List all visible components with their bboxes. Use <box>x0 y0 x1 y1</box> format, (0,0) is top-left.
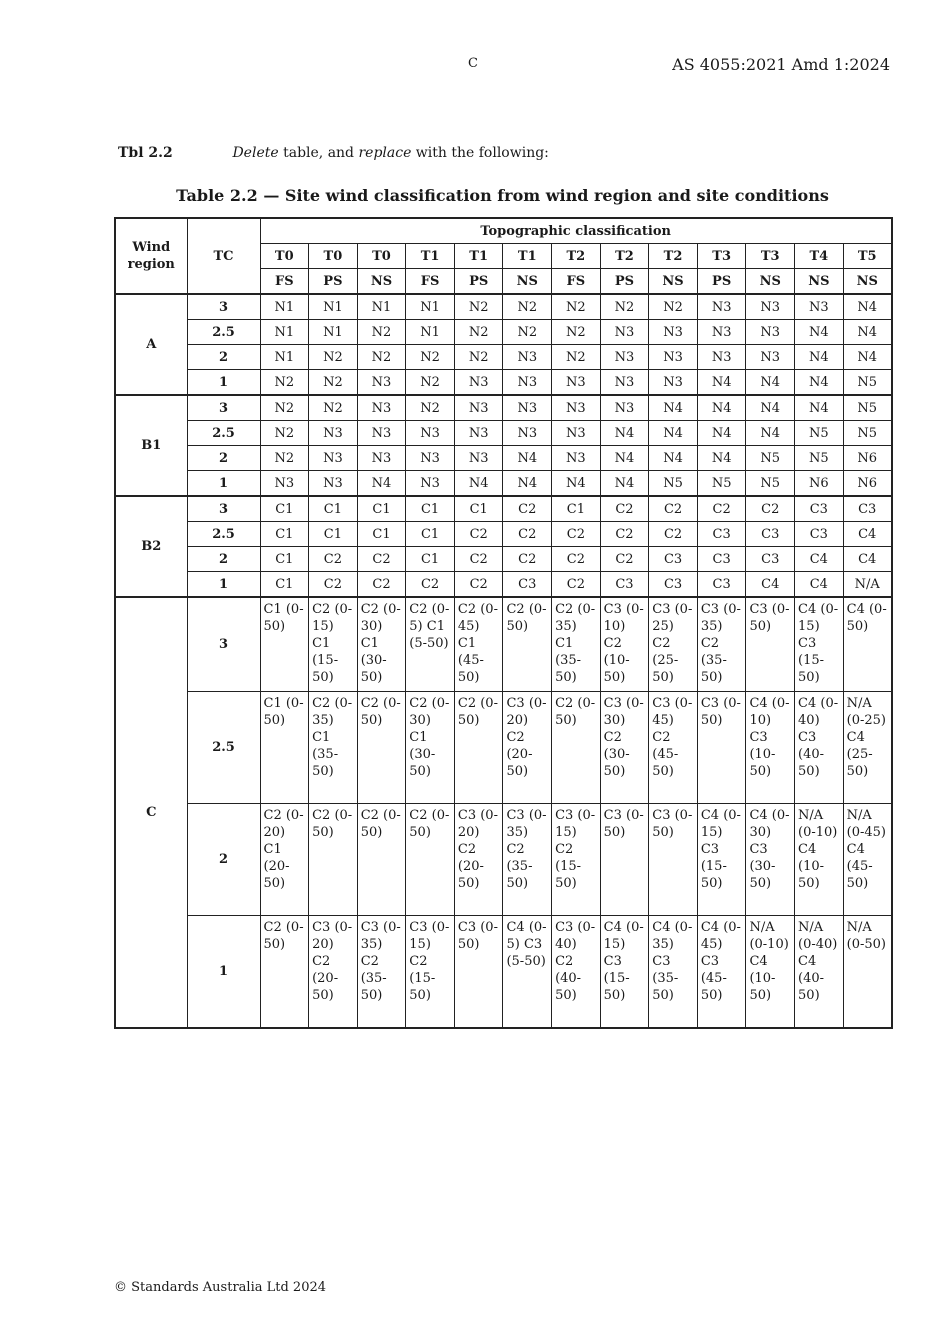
header-wind-region: Wind region <box>115 218 187 294</box>
classification-cell: C3 (0-50) <box>454 916 503 1029</box>
classification-cell: N1 <box>260 345 309 370</box>
classification-cell: N3 <box>795 294 844 320</box>
classification-cell: C3 (0-20) C2 (20-50) <box>309 916 358 1029</box>
classification-cell: C2 (0-30) C1 (30-50) <box>406 692 455 804</box>
instruction-tail: with the following: <box>411 145 549 161</box>
classification-cell: N3 <box>309 471 358 497</box>
table-row <box>115 496 892 522</box>
classification-cell: C4 (0-30) C3 (30-50) <box>746 804 795 916</box>
classification-cell: N5 <box>843 421 892 446</box>
classification-cell: N3 <box>746 345 795 370</box>
classification-cell: N2 <box>260 395 309 421</box>
classification-cell: N3 <box>600 345 649 370</box>
shielding-code-cell: FS <box>260 269 309 295</box>
classification-cell: C3 (0-50) <box>697 692 746 804</box>
classification-cell: C2 <box>309 572 358 598</box>
classification-cell: N1 <box>260 294 309 320</box>
classification-cell: C2 <box>357 547 406 572</box>
topographic-code-cell: T0 <box>357 244 406 269</box>
topographic-code-cell: T1 <box>454 244 503 269</box>
classification-cell: C4 (0-45) C3 (45-50) <box>697 916 746 1029</box>
classification-cell: N4 <box>746 395 795 421</box>
classification-cell: N2 <box>552 345 601 370</box>
wind-region-cell: A <box>115 294 187 395</box>
topographic-code-cell: T2 <box>552 244 601 269</box>
classification-cell: C3 <box>795 522 844 547</box>
classification-cell: C2 <box>697 496 746 522</box>
terrain-category-cell: 2.5 <box>187 522 260 547</box>
classification-cell: C3 (0-20) C2 (20-50) <box>454 804 503 916</box>
classification-cell: N3 <box>552 446 601 471</box>
table-row <box>115 547 892 572</box>
classification-cell: N5 <box>746 446 795 471</box>
classification-cell: C3 (0-20) C2 (20-50) <box>503 692 552 804</box>
table-row <box>115 294 892 320</box>
classification-cell: N3 <box>309 446 358 471</box>
classification-cell: C2 (0-5) C1 (5-50) <box>406 597 455 692</box>
terrain-category-cell: 2.5 <box>187 320 260 345</box>
header-tc: TC <box>187 218 260 294</box>
classification-cell: N5 <box>795 446 844 471</box>
shielding-code-cell: PS <box>309 269 358 295</box>
classification-cell: C2 <box>454 547 503 572</box>
wind-region-cell: C <box>115 597 187 1028</box>
classification-cell: C2 <box>552 547 601 572</box>
classification-cell: C4 (0-10) C3 (10-50) <box>746 692 795 804</box>
classification-cell: N2 <box>454 294 503 320</box>
action-replace: replace <box>358 145 412 161</box>
classification-cell: N3 <box>406 421 455 446</box>
classification-cell: N4 <box>649 395 698 421</box>
classification-cell: N3 <box>357 370 406 396</box>
classification-cell: C3 (0-50) <box>746 597 795 692</box>
classification-cell: N2 <box>260 446 309 471</box>
table-row <box>115 572 892 598</box>
table-row <box>115 395 892 421</box>
classification-cell: C2 <box>746 496 795 522</box>
classification-cell: N4 <box>697 446 746 471</box>
terrain-category-cell: 2 <box>187 345 260 370</box>
classification-cell: N3 <box>309 421 358 446</box>
classification-cell: C3 (0-35) C2 (35-50) <box>503 804 552 916</box>
classification-cell: C1 <box>260 572 309 598</box>
classification-cell: N2 <box>454 345 503 370</box>
classification-cell: N/A (0-50) <box>843 916 892 1029</box>
classification-cell: C4 <box>795 547 844 572</box>
terrain-category-cell: 1 <box>187 916 260 1029</box>
classification-cell: C2 <box>503 522 552 547</box>
table-row <box>115 320 892 345</box>
classification-cell: C3 <box>746 522 795 547</box>
classification-cell: N5 <box>843 370 892 396</box>
classification-cell: N2 <box>454 320 503 345</box>
classification-cell: N1 <box>309 320 358 345</box>
terrain-category-cell: 2 <box>187 446 260 471</box>
classification-cell: N4 <box>600 471 649 497</box>
classification-cell: N2 <box>552 320 601 345</box>
clause-reference: Tbl 2.2 <box>118 145 173 161</box>
classification-cell: N4 <box>746 370 795 396</box>
table-row <box>115 804 892 916</box>
classification-cell: C1 <box>357 496 406 522</box>
shielding-code-cell: NS <box>649 269 698 295</box>
table-row <box>115 421 892 446</box>
classification-cell: N1 <box>406 294 455 320</box>
classification-cell: N4 <box>795 395 844 421</box>
classification-cell: C2 <box>503 547 552 572</box>
classification-cell: N4 <box>600 446 649 471</box>
classification-cell: C3 <box>697 522 746 547</box>
shielding-code-cell: NS <box>503 269 552 295</box>
classification-cell: N5 <box>697 471 746 497</box>
table-row <box>115 370 892 396</box>
terrain-category-cell: 2.5 <box>187 421 260 446</box>
classification-cell: N4 <box>697 421 746 446</box>
classification-cell: N3 <box>454 395 503 421</box>
classification-cell: N/A (0-45) C4 (45-50) <box>843 804 892 916</box>
classification-cell: N3 <box>746 320 795 345</box>
classification-cell: N2 <box>503 294 552 320</box>
shielding-code-cell: NS <box>357 269 406 295</box>
classification-cell: N6 <box>795 471 844 497</box>
page-letter: C <box>468 56 478 71</box>
classification-cell: N2 <box>260 421 309 446</box>
classification-cell: N5 <box>843 395 892 421</box>
classification-cell: N3 <box>600 370 649 396</box>
classification-cell: N6 <box>843 471 892 497</box>
classification-cell: C3 (0-35) C2 (35-50) <box>357 916 406 1029</box>
classification-cell: C1 <box>406 547 455 572</box>
classification-cell: C2 <box>649 522 698 547</box>
classification-cell: N3 <box>357 446 406 471</box>
table-title: Table 2.2 — Site wind classification from wind region and site conditions <box>176 186 829 205</box>
table-row <box>115 471 892 497</box>
table-row <box>115 522 892 547</box>
classification-cell: C2 (0-50) <box>357 804 406 916</box>
topographic-code-cell: T3 <box>697 244 746 269</box>
classification-cell: C2 (0-35) C1 (35-50) <box>309 692 358 804</box>
shielding-code-cell: NS <box>746 269 795 295</box>
document-reference: AS 4055:2021 Amd 1:2024 <box>672 55 890 74</box>
topographic-code-cell: T2 <box>600 244 649 269</box>
classification-cell: N4 <box>503 446 552 471</box>
topographic-code-cell: T1 <box>503 244 552 269</box>
shielding-code-cell: FS <box>406 269 455 295</box>
classification-cell: N4 <box>843 294 892 320</box>
classification-cell: C3 <box>697 572 746 598</box>
classification-cell: C2 (0-50) <box>309 804 358 916</box>
classification-cell: N4 <box>552 471 601 497</box>
classification-cell: C2 <box>503 496 552 522</box>
classification-cell: C3 (0-50) <box>649 804 698 916</box>
topographic-code-cell: T4 <box>795 244 844 269</box>
classification-cell: N3 <box>649 370 698 396</box>
classification-cell: C3 (0-45) C2 (45-50) <box>649 692 698 804</box>
classification-cell: N4 <box>697 395 746 421</box>
table-row <box>115 692 892 804</box>
classification-cell: N/A (0-10) C4 (10-50) <box>746 916 795 1029</box>
classification-cell: C3 <box>795 496 844 522</box>
classification-cell: C1 <box>309 522 358 547</box>
classification-cell: N2 <box>309 345 358 370</box>
classification-cell: N1 <box>357 294 406 320</box>
classification-cell: C2 (0-35) C1 (35-50) <box>552 597 601 692</box>
terrain-category-cell: 1 <box>187 471 260 497</box>
classification-cell: C2 (0-50) <box>260 916 309 1029</box>
wind-classification-table <box>114 217 893 1029</box>
copyright-footer: © Standards Australia Ltd 2024 <box>114 1280 327 1295</box>
classification-cell: N2 <box>406 395 455 421</box>
classification-cell: C1 <box>260 547 309 572</box>
classification-cell: N5 <box>649 471 698 497</box>
terrain-category-cell: 2.5 <box>187 692 260 804</box>
classification-cell: N1 <box>309 294 358 320</box>
classification-cell: N3 <box>454 370 503 396</box>
classification-cell: C1 <box>309 496 358 522</box>
classification-cell: C3 (0-25) C2 (25-50) <box>649 597 698 692</box>
table-row <box>115 345 892 370</box>
classification-cell: C3 <box>843 496 892 522</box>
terrain-category-cell: 1 <box>187 370 260 396</box>
terrain-category-cell: 3 <box>187 294 260 320</box>
classification-cell: N3 <box>649 345 698 370</box>
shielding-code-cell: PS <box>454 269 503 295</box>
classification-cell: C1 <box>552 496 601 522</box>
classification-cell: C2 <box>600 547 649 572</box>
classification-cell: N2 <box>309 370 358 396</box>
classification-cell: N2 <box>649 294 698 320</box>
classification-cell: N3 <box>357 421 406 446</box>
classification-cell: N2 <box>260 370 309 396</box>
classification-cell: C3 <box>697 547 746 572</box>
classification-cell: N6 <box>843 446 892 471</box>
classification-cell: N2 <box>406 345 455 370</box>
classification-cell: N3 <box>697 320 746 345</box>
classification-cell: N/A (0-10) C4 (10-50) <box>795 804 844 916</box>
classification-cell: N4 <box>697 370 746 396</box>
classification-cell: N/A <box>843 572 892 598</box>
topographic-code-cell: T0 <box>260 244 309 269</box>
classification-cell: N2 <box>357 320 406 345</box>
classification-cell: N3 <box>357 395 406 421</box>
classification-cell: C2 <box>454 572 503 598</box>
classification-cell: N3 <box>503 345 552 370</box>
classification-cell: N/A (0-25) C4 (25-50) <box>843 692 892 804</box>
classification-cell: N3 <box>552 395 601 421</box>
classification-cell: C2 (0-30) C1 (30-50) <box>357 597 406 692</box>
classification-cell: N4 <box>357 471 406 497</box>
classification-cell: N4 <box>454 471 503 497</box>
classification-cell: C4 (0-15) C3 (15-50) <box>600 916 649 1029</box>
terrain-category-cell: 3 <box>187 496 260 522</box>
classification-cell: C4 (0-15) C3 (15-50) <box>795 597 844 692</box>
classification-cell: N3 <box>503 370 552 396</box>
shielding-code-cell: FS <box>552 269 601 295</box>
classification-cell: C2 (0-45) C1 (45-50) <box>454 597 503 692</box>
classification-cell: C1 <box>260 496 309 522</box>
classification-cell: C1 (0-50) <box>260 597 309 692</box>
classification-cell: N3 <box>454 421 503 446</box>
classification-cell: C4 <box>746 572 795 598</box>
terrain-category-cell: 2 <box>187 547 260 572</box>
classification-cell: C2 (0-50) <box>406 804 455 916</box>
classification-cell: N4 <box>600 421 649 446</box>
classification-cell: C3 <box>503 572 552 598</box>
classification-cell: N4 <box>795 345 844 370</box>
classification-cell: C2 <box>357 572 406 598</box>
classification-cell: C2 <box>600 522 649 547</box>
classification-cell: C3 <box>649 572 698 598</box>
classification-cell: C1 <box>406 496 455 522</box>
terrain-category-cell: 2 <box>187 804 260 916</box>
classification-cell: C3 (0-15) C2 (15-50) <box>406 916 455 1029</box>
classification-cell: N3 <box>503 421 552 446</box>
topographic-code-cell: T2 <box>649 244 698 269</box>
classification-cell: C2 <box>454 522 503 547</box>
classification-cell: N4 <box>649 421 698 446</box>
classification-cell: C4 (0-5) C3 (5-50) <box>503 916 552 1029</box>
classification-cell: N2 <box>357 345 406 370</box>
topographic-code-cell: T5 <box>843 244 892 269</box>
classification-cell: C2 (0-50) <box>552 692 601 804</box>
classification-cell: C3 <box>600 572 649 598</box>
classification-cell: C2 (0-15) C1 (15-50) <box>309 597 358 692</box>
classification-cell: N3 <box>552 421 601 446</box>
classification-cell: C4 <box>843 522 892 547</box>
classification-cell: N1 <box>406 320 455 345</box>
classification-cell: C2 <box>309 547 358 572</box>
classification-cell: N2 <box>406 370 455 396</box>
topographic-code-cell: T0 <box>309 244 358 269</box>
classification-cell: C4 <box>843 547 892 572</box>
classification-cell: C1 (0-50) <box>260 692 309 804</box>
classification-cell: N3 <box>697 345 746 370</box>
amendment-instruction <box>118 145 549 161</box>
classification-cell: N/A (0-40) C4 (40-50) <box>795 916 844 1029</box>
classification-cell: N3 <box>697 294 746 320</box>
classification-cell: N5 <box>795 421 844 446</box>
classification-cell: C4 (0-15) C3 (15-50) <box>697 804 746 916</box>
header-topographic-classification: Topographic classification <box>260 218 892 244</box>
action-delete: Delete <box>232 145 279 161</box>
classification-cell: N4 <box>795 320 844 345</box>
topographic-code-cell: T3 <box>746 244 795 269</box>
classification-cell: C3 (0-40) C2 (40-50) <box>552 916 601 1029</box>
classification-cell: N3 <box>746 294 795 320</box>
table-row <box>115 916 892 1029</box>
classification-cell: C3 (0-10) C2 (10-50) <box>600 597 649 692</box>
classification-cell: C4 (0-40) C3 (40-50) <box>795 692 844 804</box>
classification-cell: C2 (0-20) C1 (20-50) <box>260 804 309 916</box>
classification-cell: N3 <box>406 446 455 471</box>
instruction-middle: table, and <box>278 145 359 161</box>
classification-cell: N3 <box>600 395 649 421</box>
classification-cell: N5 <box>746 471 795 497</box>
shielding-code-cell: NS <box>843 269 892 295</box>
classification-cell: C3 <box>746 547 795 572</box>
classification-cell: C3 (0-15) C2 (15-50) <box>552 804 601 916</box>
classification-cell: C4 (0-35) C3 (35-50) <box>649 916 698 1029</box>
classification-cell: C2 <box>649 496 698 522</box>
classification-cell: N4 <box>649 446 698 471</box>
classification-cell: C4 (0-50) <box>843 597 892 692</box>
shielding-code-cell: PS <box>697 269 746 295</box>
classification-cell: C2 <box>552 572 601 598</box>
shielding-code-cell: NS <box>795 269 844 295</box>
table-row <box>115 597 892 692</box>
classification-cell: C2 <box>406 572 455 598</box>
classification-cell: C1 <box>406 522 455 547</box>
wind-region-cell: B1 <box>115 395 187 496</box>
terrain-category-cell: 3 <box>187 597 260 692</box>
classification-cell: N3 <box>552 370 601 396</box>
classification-cell: C2 <box>600 496 649 522</box>
classification-cell: C1 <box>454 496 503 522</box>
classification-cell: C2 <box>552 522 601 547</box>
classification-cell: N1 <box>260 320 309 345</box>
classification-cell: C2 (0-50) <box>503 597 552 692</box>
topographic-code-cell: T1 <box>406 244 455 269</box>
classification-cell: C2 (0-50) <box>357 692 406 804</box>
classification-cell: N3 <box>649 320 698 345</box>
classification-cell: N2 <box>552 294 601 320</box>
classification-cell: N4 <box>795 370 844 396</box>
classification-cell: N3 <box>454 446 503 471</box>
classification-cell: N3 <box>260 471 309 497</box>
table-body <box>115 294 892 1028</box>
classification-cell: C3 (0-50) <box>600 804 649 916</box>
classification-cell: N4 <box>746 421 795 446</box>
classification-cell: N3 <box>600 320 649 345</box>
classification-cell: N4 <box>843 345 892 370</box>
classification-cell: C1 <box>260 522 309 547</box>
classification-cell: N2 <box>309 395 358 421</box>
classification-cell: N2 <box>600 294 649 320</box>
table-row <box>115 446 892 471</box>
classification-cell: N3 <box>406 471 455 497</box>
classification-cell: C3 <box>649 547 698 572</box>
classification-cell: C2 (0-50) <box>454 692 503 804</box>
classification-cell: N2 <box>503 320 552 345</box>
terrain-category-cell: 3 <box>187 395 260 421</box>
classification-cell: C1 <box>357 522 406 547</box>
classification-cell: C3 (0-35) C2 (35-50) <box>697 597 746 692</box>
classification-cell: C4 <box>795 572 844 598</box>
classification-cell: N4 <box>843 320 892 345</box>
wind-region-cell: B2 <box>115 496 187 597</box>
classification-cell: C3 (0-30) C2 (30-50) <box>600 692 649 804</box>
terrain-category-cell: 1 <box>187 572 260 598</box>
classification-cell: N4 <box>503 471 552 497</box>
shielding-code-cell: PS <box>600 269 649 295</box>
classification-cell: N3 <box>503 395 552 421</box>
